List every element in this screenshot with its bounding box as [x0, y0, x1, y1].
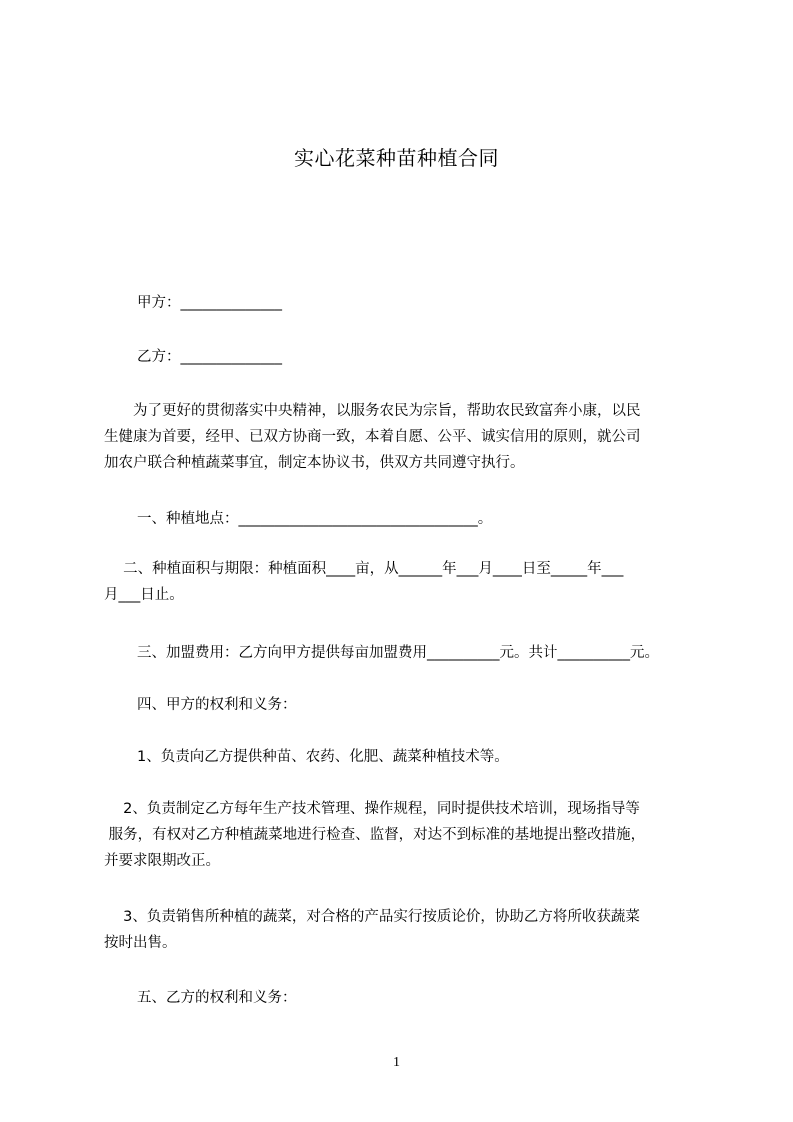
- party-a-duty-1: 1、负责向乙方提供种苗、农药、化肥、蔬菜种植技术等。: [137, 749, 509, 765]
- clause-line: 服务，有权对乙方种植蔬菜地进行检查、监督，对达不到标准的基地提出整改措施，: [104, 827, 646, 843]
- page-number: 1: [393, 1055, 400, 1070]
- clause-line: 3、负责销售所种植的蔬菜，对合格的产品实行按质论价，协助乙方将所收获蔬菜: [104, 909, 640, 925]
- party-a-duty-3: [104, 904, 708, 956]
- clause-area-and-term: [104, 556, 708, 608]
- intro-line: 加农户联合种植蔬菜事宜，制定本协议书，供双方共同遵守执行。: [104, 455, 525, 471]
- clause-franchise-fee: 三、加盟费用：乙方向甲方提供每亩加盟费用__________元。共计__________元。: [137, 645, 659, 661]
- document-title: 实心花菜种苗种植合同: [294, 146, 499, 170]
- intro-line: 生健康为首要，经甲、已双方协商一致，本着自愿、公平、诚实信用的原则，就公司: [104, 429, 641, 445]
- clause-line: 月___日止。: [104, 587, 184, 603]
- clause-line: 按时出售。: [104, 935, 177, 951]
- clause-line: 二、种植面积与期限：种植面积____亩，从______年___月____日至_____年___: [104, 561, 624, 577]
- party-b-line: 乙方：______________: [137, 349, 282, 365]
- intro-paragraph: [104, 398, 708, 476]
- clause-planting-location: 一、种植地点：_________________________________。: [137, 511, 493, 527]
- party-a-line: 甲方：______________: [137, 295, 282, 311]
- clause-line: 2、负责制定乙方每年生产技术管理、操作规程，同时提供技术培训，现场指导等: [104, 801, 640, 817]
- clause-line: 并要求限期改正。: [104, 853, 220, 869]
- clause-party-a-heading: 四、甲方的权利和义务：: [137, 697, 297, 713]
- clause-party-b-heading: 五、乙方的权利和义务：: [137, 990, 297, 1006]
- intro-line: 为了更好的贯彻落实中央精神，以服务农民为宗旨，帮助农民致富奔小康，以民: [104, 403, 641, 419]
- party-a-duty-2: [104, 796, 708, 874]
